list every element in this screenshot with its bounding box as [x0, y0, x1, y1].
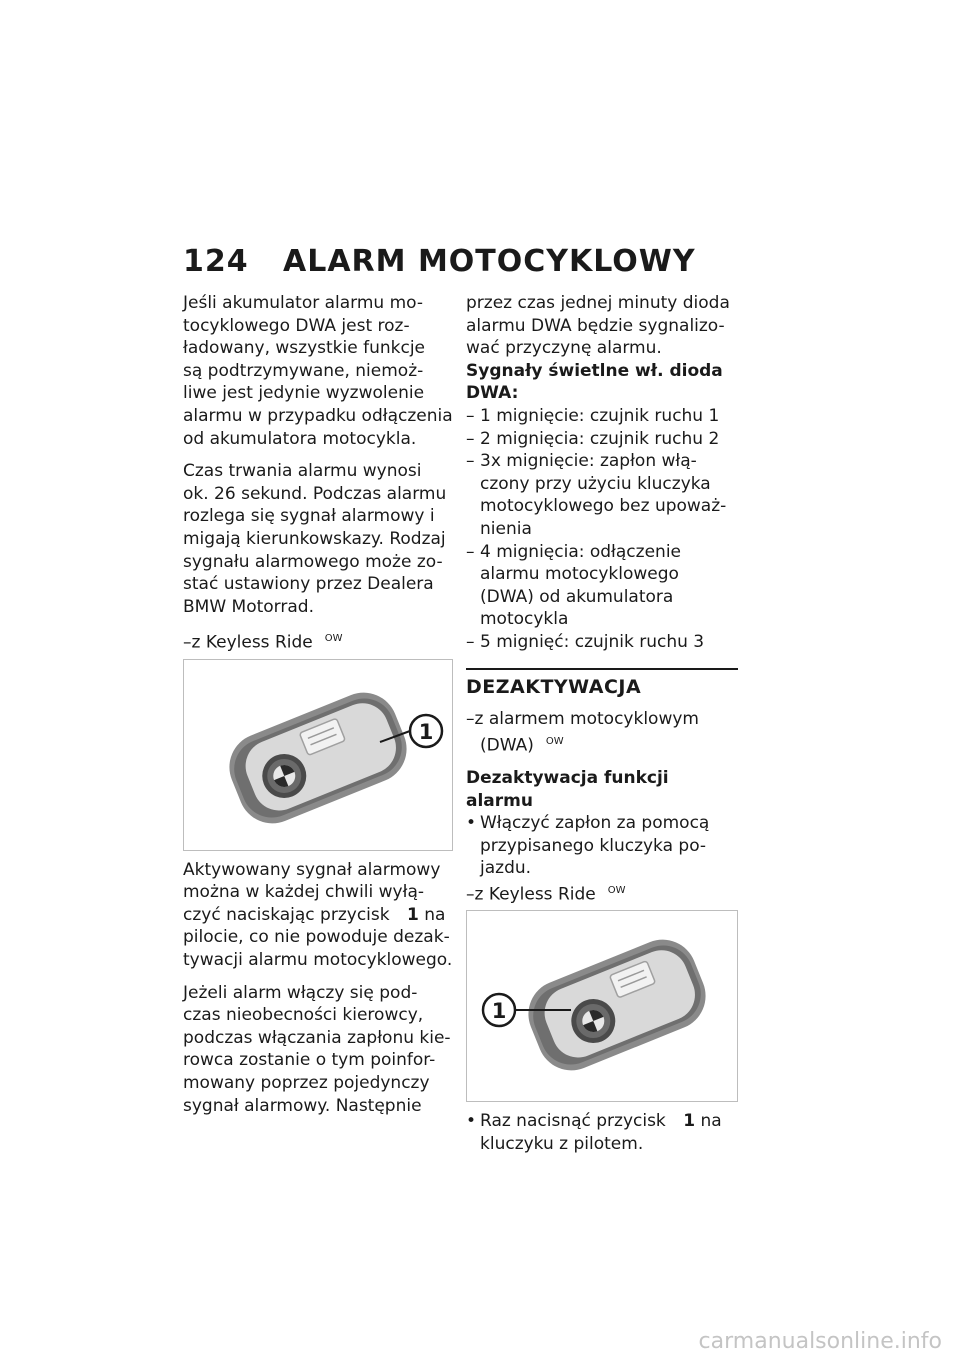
callout-number: 1	[418, 719, 434, 744]
button-reference: 1	[683, 1111, 696, 1132]
key-fob-illustration	[184, 660, 452, 850]
left-column	[183, 292, 453, 1127]
right-column	[466, 292, 738, 1155]
bullet-press-button: • Raz nacisnąć przycisk 1 na kluczyku z pilotem.	[466, 1111, 722, 1154]
paragraph-led-signal: przez czas jednej minuty dioda alarmu DWA będzie sygnalizo- wać przyczynę alarmu.	[466, 293, 730, 359]
option-code: OW	[324, 633, 343, 645]
paragraph-duration: Czas trwania alarmu wynosi ok. 26 sekund. Podczas alarmu rozlega się sygnał alarmowy i migają kierunkowskazy. Rodzaj sygnału alarmowego może zo- stać ustawiony przez Dealera BMW Motorrad.	[183, 461, 447, 617]
option-code: OW	[545, 735, 564, 747]
list-item: – 5 mignięć: czujnik ruchu 3	[466, 631, 705, 652]
watermark: carmanualsonline.info	[698, 1329, 942, 1354]
option-code: OW	[607, 884, 626, 896]
page-header	[183, 244, 696, 279]
subheading: Dezaktywacja funkcji alarmu	[466, 767, 669, 811]
option-keyless-ride: –z Keyless Ride $^{OW}$	[466, 884, 626, 905]
page-title: ALARM MOTOCYKLOWY	[283, 244, 696, 279]
list-item: – 1 mignięcie: czujnik ruchu 1	[466, 405, 720, 426]
key-fob-figure-2	[466, 910, 738, 1102]
paragraph-battery: Jeśli akumulator alarmu mo- tocyklowego DWA jest roz- ładowany, wszystkie funkcje są podtrzymywane, niemoż- liwe jest jedynie wyzwolenie alarmu w przypadku odłączenia od akumulatora motocykla.	[183, 293, 453, 449]
list-item: – 3x mignięcie: zapłon włą- czony przy użyciu kluczyka motocyklowego bez upoważ- nienia	[466, 451, 727, 539]
callout-number: 1	[491, 999, 507, 1024]
paragraph-absence: Jeżeli alarm włączy się pod- czas nieobecności kierowcy, podczas włączania zapłonu kie- rowca zostanie o tym poinfor- mowany poprzez pojedynczy sygnał alarmowy. Następnie	[183, 982, 451, 1116]
option-keyless-ride: –z Keyless Ride $^{OW}$	[183, 632, 343, 653]
button-reference: 1	[407, 904, 419, 925]
signals-list	[466, 405, 738, 654]
page-number: 124	[183, 244, 249, 279]
section-divider	[466, 668, 738, 670]
key-fob-figure	[183, 659, 453, 851]
list-item: – 4 mignięcia: odłączenie alarmu motocyklowego (DWA) od akumulatora motocykla	[466, 541, 681, 630]
paragraph-deactivate-remote: Aktywowany sygnał alarmowy można w każdej chwili wyłą- czyć naciskając przycisk 1 na pilocie, co nie powoduje dezak- tywacji alarmu motocyklowego.	[183, 859, 453, 970]
section-title: DEZAKTYWACJA	[466, 675, 642, 698]
signals-heading: Sygnały świetlne wł. dioda DWA:	[466, 360, 723, 404]
key-fob-illustration	[467, 911, 737, 1101]
option-dwa: –z alarmem motocyklowym (DWA) $^{OW}$	[466, 709, 699, 756]
bullet-ignition: • Włączyć zapłon za pomocą przypisanego kluczyka po- jazdu.	[466, 813, 710, 879]
list-item: – 2 mignięcia: czujnik ruchu 2	[466, 428, 720, 449]
